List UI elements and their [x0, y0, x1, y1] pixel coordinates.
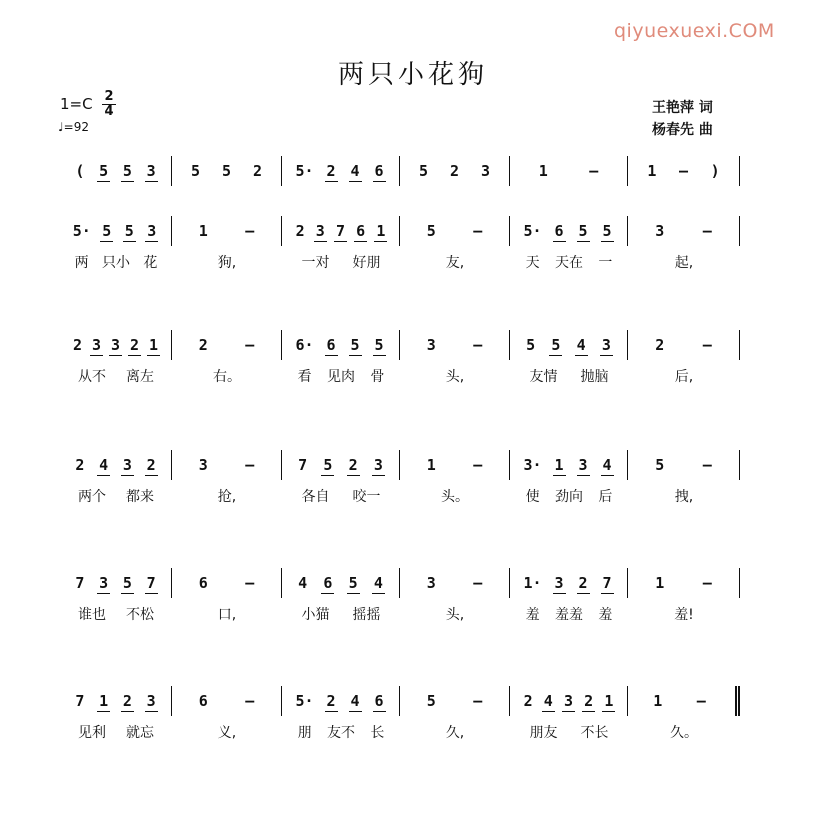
measure — [628, 568, 740, 598]
note: 3 — [198, 456, 208, 474]
lyric-measure — [510, 486, 628, 508]
lyric: 抛脑 — [580, 369, 609, 385]
note: 4 — [601, 456, 614, 480]
note: 1 — [655, 574, 665, 592]
note: 5 — [577, 222, 590, 246]
lyric: 羞 — [598, 607, 613, 623]
note: 5· — [295, 162, 314, 180]
note: 3 — [426, 336, 436, 354]
note: 7 — [298, 456, 308, 474]
lyric: 不松 — [126, 607, 154, 623]
note: 6 — [198, 574, 208, 592]
note: 3 — [372, 456, 385, 480]
lyric: 看 — [297, 369, 312, 385]
note: – — [702, 456, 712, 474]
note: 4 — [542, 692, 555, 716]
measure — [510, 568, 628, 598]
meter-bottom: 4 — [104, 104, 114, 119]
measure — [172, 450, 282, 480]
lyric: 一 — [598, 255, 613, 271]
note: 7 — [75, 692, 85, 710]
lyric: 天 — [525, 255, 540, 271]
measure — [628, 156, 740, 186]
note: 5· — [523, 222, 542, 240]
lyric-measure — [628, 366, 740, 388]
lyric-measure — [400, 252, 510, 274]
composer-credit: 杨春先 曲 — [652, 122, 713, 138]
lyric: 从不 — [78, 369, 106, 385]
measure — [282, 330, 400, 360]
lyric: 咬一 — [352, 489, 381, 505]
lyric: 口, — [217, 607, 237, 623]
lyric-measure — [510, 604, 628, 626]
note: 3 — [553, 574, 566, 598]
lyric-measure — [510, 366, 628, 388]
note: 1 — [374, 222, 387, 246]
lyric: 友情 — [529, 369, 558, 385]
note: 3 — [314, 222, 327, 246]
lyric: 谁也 — [78, 607, 106, 623]
note: 2 — [325, 692, 338, 716]
lyric: 见肉 — [326, 369, 355, 385]
note: 2 — [295, 222, 305, 240]
note: – — [473, 692, 483, 710]
lyric: 离左 — [126, 369, 154, 385]
note: 5 — [349, 336, 362, 360]
lyric-measure — [282, 604, 400, 626]
measure — [172, 216, 282, 246]
note: 1 — [602, 692, 615, 716]
note: 3 — [109, 336, 122, 360]
notation-row — [60, 442, 740, 480]
lyric-measure — [510, 722, 628, 744]
lyric: 后, — [674, 369, 694, 385]
lyric-measure — [282, 722, 400, 744]
lyric: 拽, — [674, 489, 694, 505]
note: 3 — [145, 692, 158, 716]
note: 3 — [145, 222, 158, 246]
note: – — [245, 574, 255, 592]
lyric: 友, — [445, 255, 465, 271]
note: 5 — [426, 692, 436, 710]
lyric-measure — [510, 252, 628, 274]
measure — [400, 450, 510, 480]
measure — [400, 216, 510, 246]
lyric: 使 — [525, 489, 540, 505]
note: 2 — [577, 574, 590, 598]
note: 3 — [655, 222, 665, 240]
note: 3 — [426, 574, 436, 592]
notation-row — [60, 678, 740, 716]
note: 5 — [373, 336, 386, 360]
note: 5 — [418, 162, 429, 180]
lyric: 朋 — [297, 725, 312, 741]
note: – — [245, 456, 255, 474]
note: 5 — [426, 222, 436, 240]
note: 1 — [426, 456, 436, 474]
lyric: 两个 — [78, 489, 106, 505]
note: – — [473, 222, 483, 240]
lyric: 头, — [445, 607, 465, 623]
note: – — [702, 336, 712, 354]
note: 1 — [647, 162, 657, 180]
note: 3· — [523, 456, 542, 474]
note: – — [702, 222, 712, 240]
note: 6 — [373, 692, 386, 716]
notation-row — [60, 148, 740, 186]
lyric-measure — [60, 604, 172, 626]
note: 5 — [97, 162, 110, 186]
note: – — [473, 574, 483, 592]
note: 2 — [145, 456, 158, 480]
note: 5 — [347, 574, 360, 598]
lyric-measure — [628, 722, 740, 744]
note: 2 — [523, 692, 533, 710]
note: 6 — [325, 336, 338, 360]
note: 2 — [449, 162, 460, 180]
lyric: 天在 — [554, 255, 583, 271]
measure — [510, 686, 628, 716]
note: 5 — [655, 456, 665, 474]
lyricist-credit: 王艳萍 词 — [652, 100, 713, 116]
note: 1· — [523, 574, 542, 592]
note: 1 — [97, 692, 110, 716]
note: 3 — [480, 162, 491, 180]
note: 2 — [252, 162, 263, 180]
note: 3 — [121, 456, 134, 480]
note: 2 — [325, 162, 338, 186]
lyric: 见利 — [78, 725, 106, 741]
note: 5 — [100, 222, 113, 246]
measure — [400, 568, 510, 598]
lyric: 一对 — [301, 255, 330, 271]
note: 3 — [97, 574, 110, 598]
measure — [60, 450, 172, 480]
tempo-marking: ♩=92 — [58, 120, 89, 134]
measure — [282, 216, 400, 246]
lyrics-row — [60, 604, 740, 626]
lyric: 都来 — [126, 489, 154, 505]
lyric-measure — [60, 722, 172, 744]
note: – — [702, 574, 712, 592]
note: – — [589, 162, 599, 180]
measure — [282, 568, 400, 598]
lyric: 不长 — [580, 725, 609, 741]
measure — [510, 330, 628, 360]
notation-row — [60, 208, 740, 246]
lyric-measure — [172, 366, 282, 388]
lyric-measure — [628, 604, 740, 626]
note: ( — [75, 162, 85, 180]
measure — [172, 156, 282, 186]
note: 2 — [72, 336, 83, 354]
note: 4 — [349, 692, 362, 716]
lyric-measure — [400, 366, 510, 388]
note: 1 — [147, 336, 160, 360]
note: 5 — [549, 336, 562, 360]
lyric: 两 — [74, 255, 89, 271]
lyric-measure — [628, 486, 740, 508]
lyric: 狗, — [217, 255, 237, 271]
lyric: 抢, — [217, 489, 237, 505]
lyric-measure — [60, 486, 172, 508]
lyric: 羞 — [525, 607, 540, 623]
lyric: 花 — [143, 255, 158, 271]
note: 6· — [295, 336, 314, 354]
note: 5 — [121, 574, 134, 598]
note: 5 — [121, 162, 134, 186]
measure — [282, 156, 400, 186]
note: 2 — [128, 336, 141, 360]
measure — [510, 450, 628, 480]
note: 2 — [75, 456, 85, 474]
lyric: 羞羞 — [554, 607, 583, 623]
note: ) — [710, 162, 720, 180]
measure — [282, 450, 400, 480]
measure — [628, 450, 740, 480]
lyric: 义, — [217, 725, 237, 741]
note: – — [245, 222, 255, 240]
note: 7 — [75, 574, 85, 592]
measure — [628, 686, 740, 716]
measure — [628, 330, 740, 360]
note: 3 — [577, 456, 590, 480]
lyric-measure — [628, 252, 740, 274]
note: 1 — [198, 222, 208, 240]
lyric: 头。 — [441, 489, 469, 505]
note: 5· — [72, 222, 91, 240]
lyric-measure — [172, 604, 282, 626]
note: – — [678, 162, 688, 180]
lyrics-row — [60, 722, 740, 744]
lyric-measure — [400, 722, 510, 744]
note: 1 — [538, 162, 548, 180]
lyric: 羞! — [674, 607, 694, 623]
measure — [282, 686, 400, 716]
note: 7 — [145, 574, 158, 598]
lyric: 骨 — [370, 369, 385, 385]
lyrics-row — [60, 252, 740, 274]
lyric: 小猫 — [301, 607, 330, 623]
meter-top: 2 — [102, 90, 116, 105]
measure — [60, 216, 172, 246]
lyrics-row — [60, 486, 740, 508]
note: 7 — [334, 222, 347, 246]
note: 1 — [653, 692, 663, 710]
note: 2 — [582, 692, 595, 716]
note: 6 — [354, 222, 367, 246]
measure — [60, 686, 172, 716]
note: 5· — [295, 692, 314, 710]
note: – — [245, 692, 255, 710]
note: 4 — [298, 574, 308, 592]
lyric: 右。 — [213, 369, 241, 385]
lyric-measure — [172, 722, 282, 744]
measure — [172, 568, 282, 598]
lyric: 只小 — [101, 255, 130, 271]
note: 3 — [90, 336, 103, 360]
note: 3 — [562, 692, 575, 716]
note: 5 — [321, 456, 334, 480]
note: 5 — [526, 336, 536, 354]
measure — [510, 216, 628, 246]
measure — [172, 686, 282, 716]
lyric-measure — [60, 366, 172, 388]
lyric: 好朋 — [352, 255, 381, 271]
note: 3 — [600, 336, 613, 360]
notation-row — [60, 322, 740, 360]
note: – — [245, 336, 255, 354]
lyric-measure — [60, 252, 172, 274]
note: – — [473, 336, 483, 354]
note: 5 — [221, 162, 232, 180]
lyric-measure — [282, 252, 400, 274]
note: 5 — [123, 222, 136, 246]
note: 4 — [97, 456, 110, 480]
lyric: 友不 — [326, 725, 355, 741]
note: 1 — [553, 456, 566, 480]
note: 7 — [601, 574, 614, 598]
lyric: 后 — [598, 489, 613, 505]
measure — [510, 156, 628, 186]
measure — [60, 156, 172, 186]
note: 2 — [121, 692, 134, 716]
watermark: qiyuexuexi.COM — [614, 20, 775, 42]
note: 6 — [373, 162, 386, 186]
notation-row — [60, 560, 740, 598]
measure — [172, 330, 282, 360]
lyric: 朋友 — [529, 725, 558, 741]
lyric: 头, — [445, 369, 465, 385]
note: 2 — [655, 336, 665, 354]
lyric-measure — [172, 486, 282, 508]
lyric: 长 — [370, 725, 385, 741]
note: 6 — [553, 222, 566, 246]
measure — [400, 330, 510, 360]
note: 4 — [349, 162, 362, 186]
note: 2 — [347, 456, 360, 480]
lyric: 就忘 — [126, 725, 154, 741]
time-signature — [102, 90, 116, 119]
note: 3 — [145, 162, 158, 186]
measure — [60, 568, 172, 598]
note: 5 — [601, 222, 614, 246]
note: 4 — [372, 574, 385, 598]
lyric: 久, — [445, 725, 465, 741]
lyric-measure — [400, 604, 510, 626]
lyric: 摇摇 — [352, 607, 381, 623]
lyric-measure — [172, 252, 282, 274]
note: 6 — [321, 574, 334, 598]
lyrics-row — [60, 366, 740, 388]
lyric: 久。 — [670, 725, 698, 741]
lyric-measure — [282, 366, 400, 388]
note: – — [473, 456, 483, 474]
note: 2 — [198, 336, 208, 354]
lyric: 起, — [674, 255, 694, 271]
lyric-measure — [400, 486, 510, 508]
song-title: 两只小花狗 — [337, 60, 488, 90]
note: 5 — [190, 162, 201, 180]
key-signature: 1=C — [60, 95, 93, 113]
measure — [60, 330, 172, 360]
measure — [628, 216, 740, 246]
note: 4 — [575, 336, 588, 360]
lyric: 各自 — [301, 489, 330, 505]
lyric-measure — [282, 486, 400, 508]
note: – — [696, 692, 706, 710]
measure — [400, 156, 510, 186]
measure — [400, 686, 510, 716]
note: 6 — [198, 692, 208, 710]
lyric: 劲向 — [554, 489, 583, 505]
